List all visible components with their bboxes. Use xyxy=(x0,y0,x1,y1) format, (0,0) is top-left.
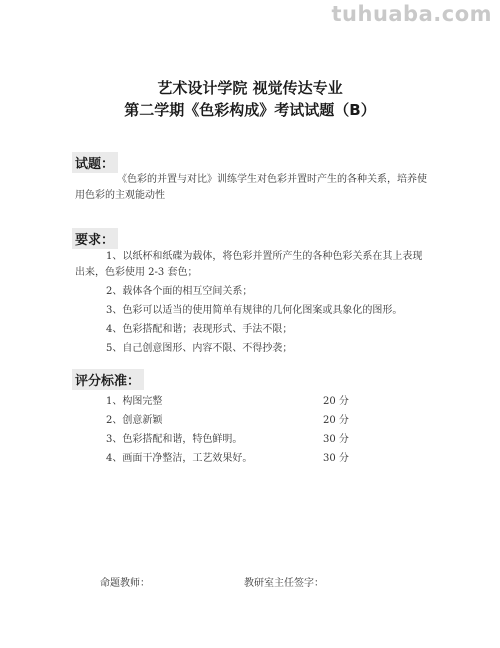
header-line-2: 第二学期《色彩构成》考试试题（B） xyxy=(124,101,376,119)
requirement-item: 出来，色彩使用 2-3 套色； xyxy=(75,267,198,278)
question-text-line-1: 《色彩的并置与对比》训练学生对色彩并置时产生的各种关系，培养使 xyxy=(117,174,427,185)
score-points: 20 分 xyxy=(323,415,349,426)
score-criterion: 2、创意新颖 xyxy=(106,415,163,426)
director-signature-label: 教研室主任签字： xyxy=(244,578,324,589)
score-row xyxy=(106,449,349,464)
scoring-label: 评分标准： xyxy=(72,369,144,390)
requirement-item: 1、以纸杯和纸碟为载体，将色彩并置所产生的各种色彩关系在其上表现 xyxy=(106,251,423,262)
requirements-label: 要求： xyxy=(72,228,118,249)
score-points: 20 分 xyxy=(323,396,349,407)
header-line-1: 艺术设计学院 视觉传达专业 xyxy=(157,79,343,97)
score-criterion: 1、构图完整 xyxy=(106,396,163,407)
score-points: 30 分 xyxy=(323,453,349,464)
requirement-item: 3、色彩可以适当的使用简单有规律的几何化图案或具象化的图形。 xyxy=(106,305,403,316)
score-criterion: 4、画面干净整洁，工艺效果好。 xyxy=(106,453,253,464)
score-criterion: 3、色彩搭配和谐，特色鲜明。 xyxy=(106,434,243,445)
score-points: 30 分 xyxy=(323,434,349,445)
requirement-item: 5、自己创意图形、内容不限、不得抄袭； xyxy=(106,343,293,354)
teacher-signature-label: 命题教师： xyxy=(100,578,150,589)
requirement-item: 2、载体各个面的相互空间关系； xyxy=(106,286,253,297)
question-text-line-2: 用色彩的主观能动性 xyxy=(75,190,165,201)
score-row xyxy=(106,392,349,407)
requirement-item: 4、色彩搭配和谐；表现形式、手法不限； xyxy=(106,324,293,335)
watermark: tuhuaba.com xyxy=(331,2,492,26)
score-row xyxy=(106,430,349,445)
score-row xyxy=(106,411,349,426)
question-label: 试题： xyxy=(72,152,118,173)
